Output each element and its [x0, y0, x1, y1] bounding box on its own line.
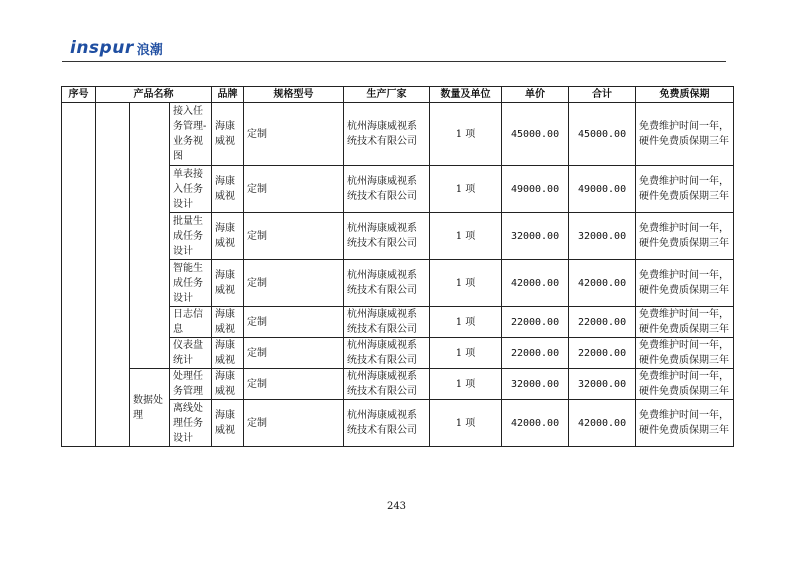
col-header-unit-price: 单价 — [502, 87, 569, 103]
brand: 海康威视 — [212, 400, 244, 447]
brand: 海康威视 — [212, 103, 244, 166]
level2-cell — [130, 103, 170, 369]
col-header-product: 产品名称 — [96, 87, 212, 103]
col-header-warranty: 免费质保期 — [636, 87, 734, 103]
page-number: 243 — [386, 501, 407, 512]
unit-price: 42000.00 — [502, 260, 569, 307]
quantity: 1 项 — [430, 307, 502, 338]
logo-cjk: 浪潮 — [136, 42, 163, 58]
model: 定制 — [244, 369, 344, 400]
model: 定制 — [244, 338, 344, 369]
product-name: 仪表盘统计 — [170, 338, 212, 369]
header-rule — [62, 61, 726, 62]
unit-price: 45000.00 — [502, 103, 569, 166]
brand: 海康威视 — [212, 213, 244, 260]
brand: 海康威视 — [212, 166, 244, 213]
maker: 杭州海康威视系统技术有限公司 — [344, 369, 430, 400]
total: 32000.00 — [569, 213, 636, 260]
col-header-maker: 生产厂家 — [344, 87, 430, 103]
unit-price: 22000.00 — [502, 338, 569, 369]
brand: 海康威视 — [212, 338, 244, 369]
warranty: 免费维护时间一年，硬件免费质保期三年 — [636, 369, 734, 400]
maker: 杭州海康威视系统技术有限公司 — [344, 400, 430, 447]
product-name: 智能生成任务设计 — [170, 260, 212, 307]
quantity: 1 项 — [430, 400, 502, 447]
model: 定制 — [244, 400, 344, 447]
maker: 杭州海康威视系统技术有限公司 — [344, 307, 430, 338]
product-name: 离线处理任务设计 — [170, 400, 212, 447]
model: 定制 — [244, 166, 344, 213]
total: 22000.00 — [569, 307, 636, 338]
quantity: 1 项 — [430, 166, 502, 213]
maker: 杭州海康威视系统技术有限公司 — [344, 338, 430, 369]
brand: 海康威视 — [212, 369, 244, 400]
model: 定制 — [244, 260, 344, 307]
warranty: 免费维护时间一年，硬件免费质保期三年 — [636, 338, 734, 369]
product-spec-table — [61, 86, 734, 447]
model: 定制 — [244, 103, 344, 166]
product-name: 日志信息 — [170, 307, 212, 338]
total: 42000.00 — [569, 260, 636, 307]
table-header-row — [62, 87, 734, 103]
quantity: 1 项 — [430, 260, 502, 307]
unit-price: 32000.00 — [502, 213, 569, 260]
unit-price: 49000.00 — [502, 166, 569, 213]
product-name: 批量生成任务设计 — [170, 213, 212, 260]
total: 42000.00 — [569, 400, 636, 447]
warranty: 免费维护时间一年，硬件免费质保期三年 — [636, 260, 734, 307]
col-header-index: 序号 — [62, 87, 96, 103]
warranty: 免费维护时间一年，硬件免费质保期三年 — [636, 103, 734, 166]
model: 定制 — [244, 307, 344, 338]
unit-price: 32000.00 — [502, 369, 569, 400]
level1-cell — [96, 103, 130, 447]
quantity: 1 项 — [430, 369, 502, 400]
warranty: 免费维护时间一年，硬件免费质保期三年 — [636, 400, 734, 447]
col-header-model: 规格型号 — [244, 87, 344, 103]
col-header-total: 合计 — [569, 87, 636, 103]
total: 49000.00 — [569, 166, 636, 213]
quantity: 1 项 — [430, 338, 502, 369]
total: 22000.00 — [569, 338, 636, 369]
warranty: 免费维护时间一年，硬件免费质保期三年 — [636, 213, 734, 260]
maker: 杭州海康威视系统技术有限公司 — [344, 260, 430, 307]
warranty: 免费维护时间一年，硬件免费质保期三年 — [636, 307, 734, 338]
product-name: 单表接入任务设计 — [170, 166, 212, 213]
model: 定制 — [244, 213, 344, 260]
quantity: 1 项 — [430, 213, 502, 260]
inspur-logo — [70, 39, 163, 57]
total: 32000.00 — [569, 369, 636, 400]
total: 45000.00 — [569, 103, 636, 166]
group-label-data-processing: 数据处理 — [130, 369, 170, 447]
product-name: 处理任务管理 — [170, 369, 212, 400]
unit-price: 42000.00 — [502, 400, 569, 447]
maker: 杭州海康威视系统技术有限公司 — [344, 166, 430, 213]
col-header-qty: 数量及单位 — [430, 87, 502, 103]
table-row — [62, 369, 734, 400]
maker: 杭州海康威视系统技术有限公司 — [344, 213, 430, 260]
col-header-brand: 品牌 — [212, 87, 244, 103]
brand: 海康威视 — [212, 260, 244, 307]
index-cell — [62, 103, 96, 447]
quantity: 1 项 — [430, 103, 502, 166]
table-row — [62, 103, 734, 166]
brand: 海康威视 — [212, 307, 244, 338]
unit-price: 22000.00 — [502, 307, 569, 338]
logo-wordmark: inspur — [70, 38, 134, 58]
product-name: 接入任务管理-业务视图 — [170, 103, 212, 166]
maker: 杭州海康威视系统技术有限公司 — [344, 103, 430, 166]
warranty: 免费维护时间一年，硬件免费质保期三年 — [636, 166, 734, 213]
